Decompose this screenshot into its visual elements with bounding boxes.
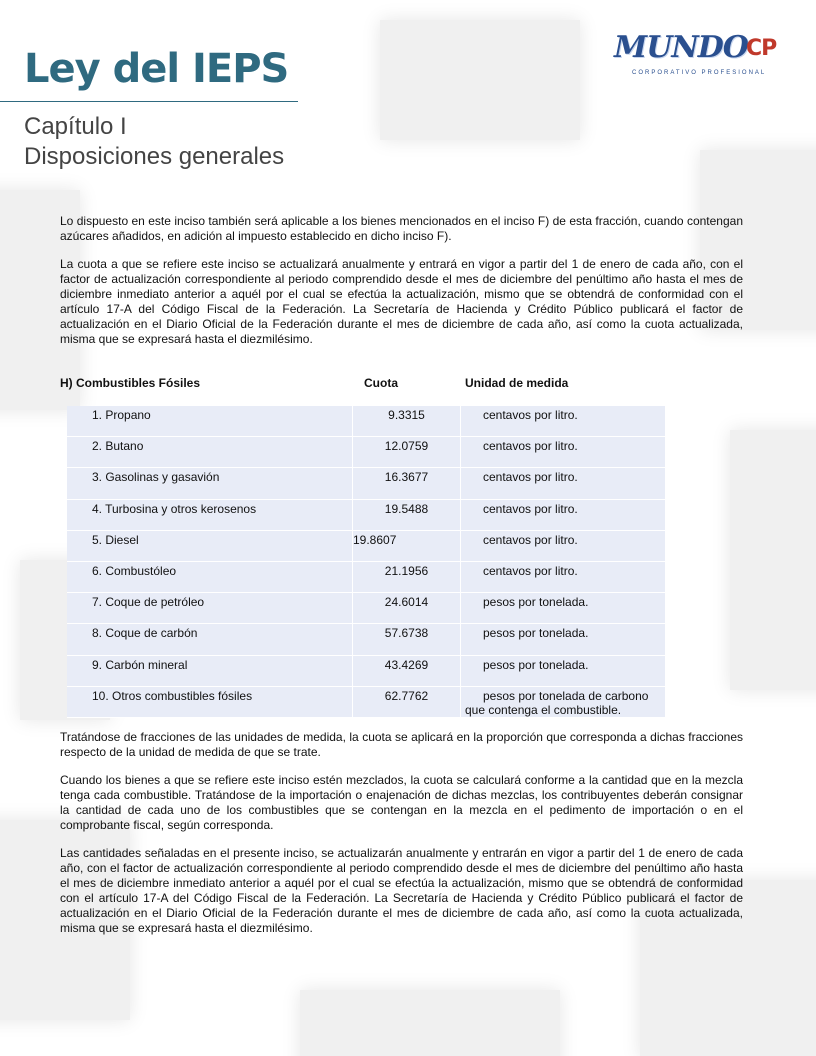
- fuel-name: 10. Otros combustibles fósiles: [67, 686, 353, 717]
- fuel-unit: pesos por tonelada de carbono: [483, 688, 649, 703]
- table-row: [67, 468, 665, 499]
- mundo-cp-logo: [614, 30, 786, 82]
- table-row: [67, 624, 665, 655]
- logo-name: MUNDO: [614, 30, 748, 65]
- fuel-cuota: 21.1956: [353, 561, 461, 592]
- fuel-cuota: 43.4269: [353, 655, 461, 686]
- fuel-name: 6. Combustóleo: [67, 561, 353, 592]
- logo-tagline: CORPORATIVO PROFESIONAL: [632, 70, 767, 76]
- fuel-cuota: 16.3677: [353, 468, 461, 499]
- table-row: [67, 499, 665, 530]
- document-title: Ley del IEPS: [24, 46, 289, 92]
- logo-cp: CP: [746, 36, 777, 61]
- paragraph: Cuando los bienes a que se refiere este inciso estén mezclados, la cuota se calculará conforme a la cantidad que en la mezcla tenga cada combustible. Tratándose de la importación o enajenación de dichas mezclas, los contribuyentes deberán consignar la cantidad de cada uno de los combustibles que se contengan en la mezcla en el pedimento de importación o en el comprobante fiscal, según corresponda.: [60, 773, 743, 832]
- paragraph: Tratándose de fracciones de las unidades de medida, la cuota se aplicará en la proporción que corresponda a dichas fracciones respecto de la unidad de medida de que se trate.: [60, 730, 743, 759]
- column-header-unidad: Unidad de medida: [465, 376, 569, 390]
- fuel-unit: centavos por litro.: [461, 406, 666, 437]
- table-row: [67, 437, 665, 468]
- fuel-cuota: 19.5488: [353, 499, 461, 530]
- table-row: [67, 686, 665, 717]
- fuel-unit-continuation: que contenga el combustible.: [465, 702, 622, 717]
- fuel-unit: centavos por litro.: [461, 468, 666, 499]
- fuel-name: 4. Turbosina y otros kerosenos: [67, 499, 353, 530]
- fuel-name: 9. Carbón mineral: [67, 655, 353, 686]
- table-row: [67, 593, 665, 624]
- title-divider: [0, 101, 298, 102]
- chapter-label: Capítulo I: [24, 113, 127, 140]
- fuel-cuota: 19.8607: [353, 530, 461, 561]
- fuel-unit: pesos por tonelada.: [461, 593, 666, 624]
- fuel-unit-cell: [461, 686, 666, 717]
- fuel-cuota: 9.3315: [353, 406, 461, 437]
- table-header: [60, 376, 743, 392]
- intro-text: [60, 214, 743, 360]
- fuel-unit: centavos por litro.: [461, 561, 666, 592]
- fuel-name: 7. Coque de petróleo: [67, 593, 353, 624]
- fuel-name: 1. Propano: [67, 406, 353, 437]
- fuel-unit: centavos por litro.: [461, 530, 666, 561]
- closing-text: [60, 730, 743, 949]
- fuel-cuota: 12.0759: [353, 437, 461, 468]
- fuel-name: 2. Butano: [67, 437, 353, 468]
- fuel-name: 3. Gasolinas y gasavión: [67, 468, 353, 499]
- paragraph: Lo dispuesto en este inciso también será aplicable a los bienes mencionados en el inciso F) de esta fracción, cuando contengan azúcares añadidos, en adición al impuesto establecido en dicho inciso F).: [60, 214, 743, 243]
- fuel-name: 8. Coque de carbón: [67, 624, 353, 655]
- fuel-unit: pesos por tonelada.: [461, 655, 666, 686]
- fuel-cuota: 24.6014: [353, 593, 461, 624]
- table-row: [67, 561, 665, 592]
- fuel-unit: centavos por litro.: [461, 437, 666, 468]
- fuel-unit: pesos por tonelada.: [461, 624, 666, 655]
- fuel-unit: centavos por litro.: [461, 499, 666, 530]
- table-row: [67, 406, 665, 437]
- table-heading: H) Combustibles Fósiles: [60, 376, 201, 390]
- fuel-table: [67, 406, 665, 718]
- chapter-subtitle: Disposiciones generales: [24, 143, 285, 170]
- table-row: [67, 530, 665, 561]
- paragraph: La cuota a que se refiere este inciso se actualizará anualmente y entrará en vigor a partir del 1 de enero de cada año, con el factor de actualización correspondiente al periodo comprendido desde el mes de diciembre del penúltimo año hasta el mes de diciembre inmediato anterior a aquél por el cual se efectúa la actualización, mismo que se obtendrá de conformidad con el artículo 17-A del Código Fiscal de la Federación. La Secretaría de Hacienda y Crédito Público publicará el factor de actualización en el Diario Oficial de la Federación durante el mes de diciembre de cada año, así como la cuota actualizada, misma que se expresará hasta el diezmilésimo.: [60, 257, 743, 346]
- fuel-cuota: 62.7762: [353, 686, 461, 717]
- table-row: [67, 655, 665, 686]
- chapter-heading: [24, 112, 284, 172]
- fuel-cuota: 57.6738: [353, 624, 461, 655]
- column-header-cuota: Cuota: [364, 376, 398, 390]
- paragraph: Las cantidades señaladas en el presente inciso, se actualizarán anualmente y entrarán en vigor a partir del 1 de enero de cada año, con el factor de actualización correspondiente al periodo comprendido desde el mes de diciembre del penúltimo año hasta el mes de diciembre inmediato anterior a aquél por el cual se efectúa la actualización, mismo que se obtendrá de conformidad con el artículo 17-A del Código Fiscal de la Federación. La Secretaría de Hacienda y Crédito Público publicará el factor de actualización en el Diario Oficial de la Federación durante el mes de diciembre de cada año, así como la cuota actualizada, misma que se expresará hasta el diezmilésimo.: [60, 846, 743, 935]
- fuel-name: 5. Diesel: [67, 530, 353, 561]
